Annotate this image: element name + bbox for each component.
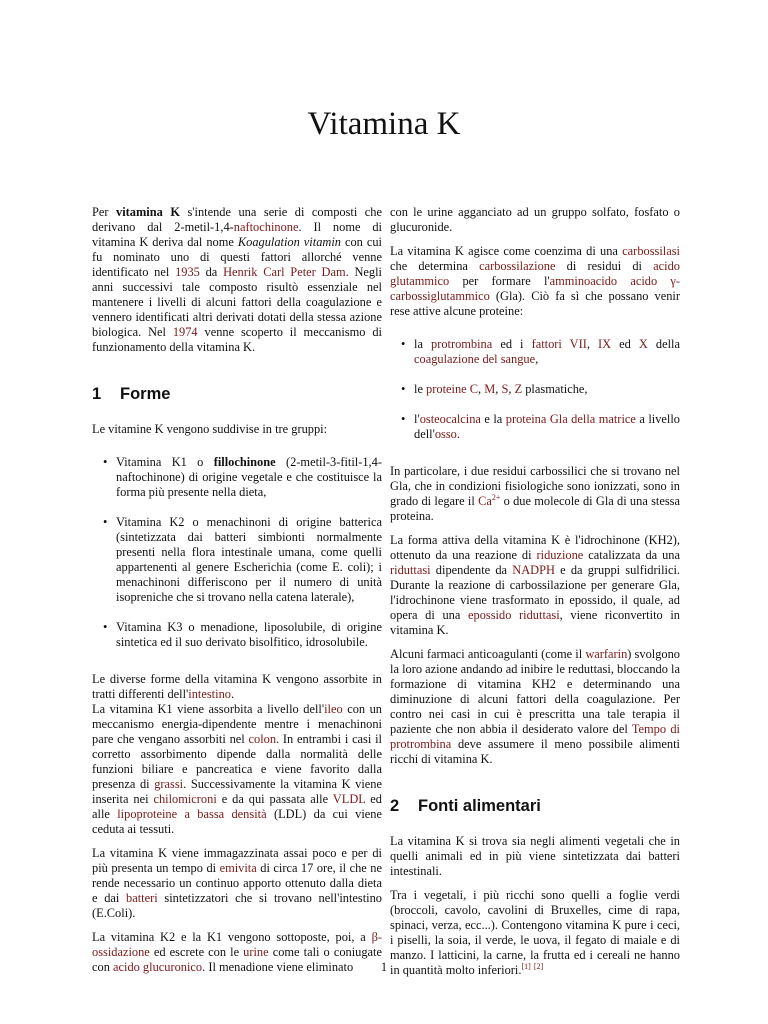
text: deve assumere il meno possibile alimenti ricchi di vitamina K.	[390, 737, 680, 766]
link-m[interactable]: M	[484, 382, 496, 396]
text: catalizzata da una	[583, 548, 680, 562]
text: (2-metil-3-fitil-1,4-naftochinone) di origine vegetale e che costituisce la forma più presente nella dieta,	[116, 455, 382, 499]
text: plasmatiche,	[522, 382, 588, 396]
text: per formare l'	[449, 274, 550, 288]
text: . Successivamente la vitamina K viene inserita nei	[92, 777, 382, 806]
link-batteri[interactable]: batteri	[126, 891, 158, 905]
text: con cui fu nominato uno di questi fattori allorché venne identificato nel	[92, 235, 382, 279]
text: La vitamina K agisce come coenzima di una	[390, 244, 623, 258]
paragraph: con le urine agganciato ad un gruppo solfato, fosfato o glucuronide.	[390, 205, 680, 234]
text: La vitamina K1 viene assorbita a livello dell'	[92, 702, 325, 716]
paragraph	[92, 672, 382, 702]
text: ,	[508, 382, 515, 396]
link-ix[interactable]: IX	[598, 337, 612, 351]
page-number: 1	[380, 960, 388, 974]
paragraph	[390, 647, 680, 767]
paragraph	[390, 244, 680, 319]
text: La vitamina K2 e la K1 vengono sottoposte, poi, a	[92, 930, 372, 944]
link-z[interactable]: Z	[514, 382, 523, 396]
link-x[interactable]: X	[638, 337, 648, 351]
list-item	[414, 337, 680, 367]
left-column	[92, 205, 382, 984]
text: .	[456, 427, 460, 441]
link-riduzione[interactable]: riduzione	[536, 548, 584, 562]
text: Le diverse forme della vitamina K vengono assorbite in tratti differenti dell'	[92, 672, 382, 701]
text: di residui di	[555, 259, 654, 273]
text: come tali o coniugate con	[92, 945, 382, 974]
text: ,	[478, 382, 485, 396]
link-amminoacido[interactable]: amminoacido acido γ-carbossiglutammico	[390, 274, 680, 303]
text: ) svolgono la loro azione andando ad inibire le reduttasi, bloccando la formazione di vitamina KH2 e determinando una diminuzione di alcuni fattori della coagulazione. Per contro nei casi in cui è prescritta una tale terapia il paziente che non abbia il desiderato valore del	[390, 647, 680, 736]
text: di circa 17 ore, il che ne rende necessario un continuo apporto ottenuto dalla dieta e dai	[92, 861, 382, 905]
section-heading-forme	[92, 387, 382, 402]
link-tempo-protrombina[interactable]: Tempo di protrombina	[390, 722, 680, 751]
text: ,	[586, 337, 599, 351]
list-item	[414, 412, 680, 442]
text: con un meccanismo energia-dipendente mentre i menachinoni pare che vengano assorbiti nel	[92, 702, 382, 746]
page-title: Vitamina K	[307, 106, 461, 142]
link-proteine-c[interactable]: proteine C	[426, 382, 479, 396]
link-osso[interactable]: osso	[434, 427, 457, 441]
link-osteocalcina[interactable]: osteocalcina	[419, 412, 481, 426]
link-warfarin[interactable]: warfarin	[585, 647, 628, 661]
reference-link[interactable]: [2]	[533, 961, 544, 971]
text: della	[647, 337, 680, 351]
section-number: 2	[390, 797, 400, 815]
link-nadph[interactable]: NADPH	[512, 563, 555, 577]
text: ed	[611, 337, 639, 351]
paragraph	[92, 702, 382, 837]
link-carbossilazione[interactable]: carbossilazione	[479, 259, 556, 273]
intro-paragraph	[92, 205, 382, 355]
forme-intro: Le vitamine K vengono suddivise in tre gruppi:	[92, 422, 328, 436]
link-vldl[interactable]: VLDL	[332, 792, 366, 806]
text: venne scoperto il meccanismo di funzionamento della vitamina K.	[92, 325, 382, 354]
text: la	[414, 337, 431, 351]
link-grassi[interactable]: grassi	[154, 777, 184, 791]
link-coagulazione[interactable]: coagulazione del sangue	[414, 352, 536, 366]
text: che determina	[390, 259, 480, 273]
text: . Il nome di vitamina K deriva dal nome	[92, 220, 382, 249]
link-naftochinone[interactable]: naftochinone	[233, 220, 299, 234]
link-acido-glucuronico[interactable]: acido glucuronico	[113, 960, 203, 974]
link-calcio[interactable]: Ca	[478, 494, 492, 508]
paragraph	[92, 846, 382, 921]
link-epossido-riduttasi[interactable]: epossido riduttasi	[468, 608, 560, 622]
text: ed escrete con le	[149, 945, 244, 959]
text: e da qui passata alle	[216, 792, 333, 806]
text: ed alle	[92, 792, 382, 821]
list-item: • Vitamina K2 o menachinoni di origine batterica (sintetizzata dai batteri simbionti normalmente presenti nella flora intestinale umana, come quelli appartenenti al genere Escherichia (come E. coli); i menachinoni differiscono per il numero di unità isopreniche che si trovano nella catena laterale),	[116, 515, 382, 605]
text: Tra i vegetali, i più ricchi sono quelli a foglie verdi (broccoli, cavolo, cavolini di Bruxelles, cime di rapa, spinaci, verza, ecc...). Contengono vitamina K pure i ceci, i piselli, la soia, il verde, le uova, il fegato di maiale e di manzo. I latticini, la carne, la frutta ed i cereali ne hanno in quantità molto inferiori.	[390, 888, 680, 977]
reference-link[interactable]: [1]	[521, 961, 531, 971]
right-column	[390, 205, 680, 987]
link-riduttasi[interactable]: riduttasi	[390, 563, 431, 577]
text: (Gla). Ciò fa sì che possano venir rese attive alcune proteine:	[390, 289, 680, 318]
section-heading-fonti	[390, 799, 680, 814]
text: o due molecole di Gla di una stessa proteina.	[390, 494, 681, 523]
superscript: 2+	[491, 492, 501, 502]
text: (LDL) da cui viene ceduta ai tessuti.	[92, 807, 382, 836]
link-ileo[interactable]: ileo	[324, 702, 343, 716]
link-intestino[interactable]: intestino	[188, 687, 231, 701]
proteine-list	[390, 337, 680, 442]
text: ed i	[492, 337, 532, 351]
link-protrombina[interactable]: protrombina	[431, 337, 493, 351]
text: . In entrambi i casi il corretto assorbimento dipende dalla normalità delle funzioni biliare e pancreatica e viene favorito dalla presenza di	[92, 732, 382, 791]
bold-term: vitamina K	[116, 205, 180, 219]
text: ,	[535, 352, 539, 366]
text: e da gruppi sulfidrilici. Durante la reazione di carbossilazione per generare Gla, l'idrochinone viene trasformato in epossido, il quale, ad opera di una	[390, 563, 680, 622]
text: .	[230, 687, 235, 701]
link-proteina-gla[interactable]: proteina Gla della matrice	[505, 412, 636, 426]
italic-term: Koagulation vitamin	[237, 235, 341, 249]
link-carbossilasi[interactable]: carbossilasi	[622, 244, 680, 258]
section-title: Fonti alimentari	[418, 797, 541, 815]
link-henrik-dam[interactable]: Henrik Carl Peter Dam	[223, 265, 346, 279]
text: . Negli anni successivi tale composto risultò essenziale nel mantenere i livelli di alcuni fattori della coagulazione e vennero identificati altri derivati dotati della stessa azione biologica. Nel	[92, 265, 382, 339]
text: e la	[480, 412, 506, 426]
forme-list	[92, 455, 382, 650]
text: dipendente da	[430, 563, 513, 577]
section-number: 1	[92, 385, 102, 403]
list-item: • Vitamina K3 o menadione, liposolubile, di origine sintetica ed il suo derivato bisolfitico, idrosolubile.	[116, 620, 382, 650]
text: a livello dell'	[414, 412, 680, 441]
text: ,	[495, 382, 502, 396]
link-acido-glutammico[interactable]: acido glutammico	[390, 259, 680, 288]
section-title: Forme	[120, 385, 171, 403]
list-item	[116, 455, 382, 500]
link-urine[interactable]: urine	[243, 945, 269, 959]
link-chilomicroni[interactable]: chilomicroni	[153, 792, 217, 806]
paragraph	[390, 533, 680, 638]
text: Alcuni farmaci anticoagulanti (come il	[390, 647, 586, 661]
link-emivita[interactable]: emivita	[219, 861, 257, 875]
text: In particolare, i due residui carbossilici che si trovano nel Gla, che in condizioni fisiologiche sono ionizzati, sono in grado di legare il	[390, 464, 680, 508]
link-colon[interactable]: colon	[248, 732, 277, 746]
link-beta-ossidazione[interactable]: β-ossidazione	[92, 930, 382, 959]
link-fattori-vii[interactable]: fattori VII	[531, 337, 587, 351]
link-1974[interactable]: 1974	[172, 325, 198, 339]
paragraph: La vitamina K si trova sia negli alimenti vegetali che in quelli animali ed in più viene sintetizzata dai batteri intestinali.	[390, 834, 680, 878]
text: Vitamina K1 o	[116, 455, 214, 469]
text: , viene riconvertito in vitamina K.	[390, 608, 680, 637]
paragraph	[390, 464, 680, 524]
list-item	[414, 382, 680, 397]
bold-term: fillochinone	[213, 455, 276, 469]
text: . Il menadione viene eliminato	[202, 960, 354, 974]
text: l'	[414, 412, 420, 426]
text: s'intende una serie di composti che derivano dal 2-metil-1,4-	[92, 205, 383, 234]
text: Per	[92, 205, 117, 219]
link-s[interactable]: S	[501, 382, 509, 396]
link-1935[interactable]: 1935	[175, 265, 200, 279]
text: le	[414, 382, 427, 396]
text: da	[199, 265, 224, 279]
text: La vitamina K viene immagazzinata assai poco e per di più presenta un tempo di	[92, 846, 382, 875]
text: La forma attiva della vitamina K è l'idrochinone (KH2), ottenuto da una reazione di	[390, 533, 680, 562]
text: sintetizzatori che si trovano nell'intestino (E.Coli).	[92, 891, 382, 920]
link-ldl[interactable]: lipoproteine a bassa densità	[117, 807, 267, 821]
